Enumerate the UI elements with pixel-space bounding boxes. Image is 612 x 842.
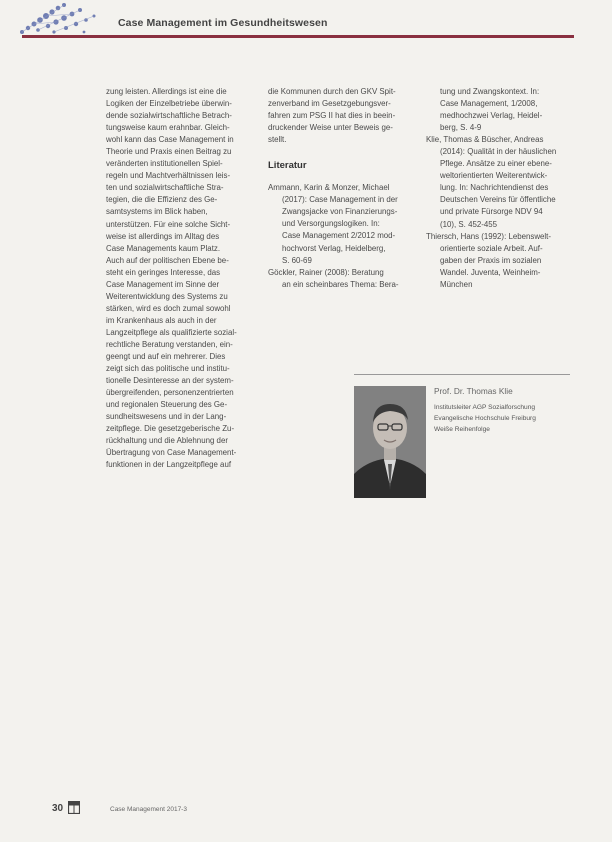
body-text-line: weise ist allerdings im Alltag des <box>106 231 220 241</box>
author-name: Prof. Dr. Thomas Klie <box>434 386 513 396</box>
bio-divider <box>354 374 570 375</box>
page-number: 30 <box>52 803 64 814</box>
body-text-line: druckender Weise unter Beweis ge- <box>268 123 393 133</box>
body-text-line: Logiken der Einzelbetriebe überwin- <box>106 99 232 109</box>
reference-line: und private Fürsorge NDV 94 <box>440 207 543 217</box>
body-text-line: ten und sozialwirtschaftliche Stra- <box>106 183 224 193</box>
author-affiliation-line: Evangelische Hochschule Freiburg <box>434 415 536 422</box>
reference-line: S. 60-69 <box>282 255 312 265</box>
reference-line: Göckler, Rainer (2008): Beratung <box>268 267 384 277</box>
reference-line: (2014): Qualität in der häuslichen <box>440 147 557 157</box>
reference-entry <box>268 267 418 291</box>
body-text-line: übergreifenden, personenzentrierten <box>106 388 234 398</box>
author-affiliation-line: Institutsleiter AGP Sozialforschung <box>434 404 536 411</box>
body-text-line: tegien, die die Effizienz des Ge- <box>106 195 218 205</box>
body-text-line: Theorie und Praxis einen Beitrag zu <box>106 147 232 157</box>
author-photo <box>354 386 426 498</box>
reference-entry <box>268 182 418 266</box>
body-text-line: Case Managements kaum Platz. <box>106 243 221 253</box>
reference-entry <box>426 134 576 230</box>
reference-line: Ammann, Karin & Monzer, Michael <box>268 183 390 193</box>
author-affiliation-line: Weiße Reihenfolge <box>434 426 490 433</box>
reference-line: medhochzwei Verlag, Heidel- <box>440 111 543 121</box>
reference-line: Klie, Thomas & Büscher, Andreas <box>426 135 544 145</box>
body-column-2 <box>268 86 418 291</box>
body-text-line: dende sozialwirtschaftliche Betrach- <box>106 111 232 121</box>
body-text-line: die Kommunen durch den GKV Spit- <box>268 87 396 96</box>
reference-line: und Versorgungslogiken. In: <box>282 219 380 229</box>
reference-line: München <box>440 279 473 289</box>
body-text-line: rückhaltung und die Ablehnung der <box>106 436 228 446</box>
body-text-line: wohl kann das Case Management in <box>106 135 234 145</box>
reference-line: an ein scheinbares Thema: Bera- <box>282 279 399 289</box>
body-text-line: Case Management im Sinne der <box>106 279 220 289</box>
reference-entry <box>426 86 576 134</box>
body-text-line: tungsweise kaum erahnbar. Gleich- <box>106 123 230 133</box>
reference-line: orientierte soziale Arbeit. Auf- <box>440 243 543 253</box>
body-text-line: steht ein geringes Interesse, das <box>106 267 221 277</box>
body-text-line: funktionen in der Langzeitpflege auf <box>106 460 232 470</box>
body-text-line: stellt. <box>268 135 287 145</box>
body-text-line: Langzeitpflege als qualifizierte sozial- <box>106 327 237 337</box>
reference-line: Case Management 2/2012 mod- <box>282 231 396 241</box>
reference-line: Thiersch, Hans (1992): Lebenswelt- <box>426 231 551 241</box>
body-text-line: Übertragung von Case Management- <box>106 448 237 458</box>
body-text-line: zenverband im Gesetzgebungsver- <box>268 99 391 109</box>
body-text-line: samtsystems im Blick haben, <box>106 207 208 217</box>
journal-logo <box>18 2 102 38</box>
body-text-line: sundheitswesens und in der Lang- <box>106 412 227 422</box>
body-text-line: zeigt sich das politische und institu- <box>106 364 230 374</box>
reference-entry <box>426 231 576 291</box>
literature-heading: Literatur <box>268 160 307 172</box>
body-text-line: fahren zum PSG II hat dies in beein- <box>268 111 396 121</box>
header-rule <box>22 35 574 38</box>
journal-name: Case Management 2017-3 <box>110 806 187 813</box>
body-text-line: zeitpflege. Die gesetzgeberische Zu- <box>106 424 235 434</box>
reference-line: lung. In: Nachrichtendienst des <box>440 183 549 193</box>
reference-line: gaben der Praxis im sozialen <box>440 255 542 265</box>
body-text-line: rechtliche Beratung verstanden, ein- <box>106 339 233 349</box>
body-text-line: Auch auf der politischen Ebene be- <box>106 255 229 265</box>
reference-line: tung und Zwangskontext. In: <box>440 87 540 96</box>
body-column-3 <box>426 86 576 291</box>
body-text-line: regeln und Machtverhältnissen leis- <box>106 171 231 181</box>
reference-line: berg, S. 4-9 <box>440 123 482 133</box>
body-text-line: Weiterentwicklung des Systems zu <box>106 291 228 301</box>
reference-line: (2017): Case Management in der <box>282 195 398 205</box>
reference-line: Deutschen Vereins für öffentliche <box>440 195 556 205</box>
body-text-line: stärken, wird es doch zumal sowohl <box>106 303 231 313</box>
journal-mark-icon <box>68 801 80 814</box>
body-text-line: tionelle Desinteresse an der system- <box>106 376 234 386</box>
reference-line: Wandel. Juventa, Weinheim- <box>440 267 541 277</box>
body-column-1 <box>106 86 258 472</box>
reference-line: Pflege. Ansätze zu einer ebene- <box>440 159 552 169</box>
body-text-line: im Krankenhaus als auch in der <box>106 315 217 325</box>
reference-line: Zwangsjacke von Finanzierungs- <box>282 207 398 217</box>
body-text-line: veränderten institutionellen Spiel- <box>106 159 223 169</box>
reference-line: hochvorst Verlag, Heidelberg, <box>282 243 386 253</box>
reference-line: Case Management, 1/2008, <box>440 99 538 109</box>
running-header: Case Management im Gesundheitswesen <box>118 17 328 29</box>
author-bio <box>434 386 574 435</box>
reference-line: weltorientierten Weiterentwick- <box>440 171 548 181</box>
body-text-line: unterstützen. Für eine solche Sicht- <box>106 219 231 229</box>
body-text-line: und regionalen Steuerung des Ge- <box>106 400 228 410</box>
body-text-line: geengt und auf ein mehrerer. Dies <box>106 352 226 362</box>
reference-line: (10), S. 452-455 <box>440 219 498 229</box>
body-text-line: zung leisten. Allerdings ist eine die <box>106 87 227 96</box>
